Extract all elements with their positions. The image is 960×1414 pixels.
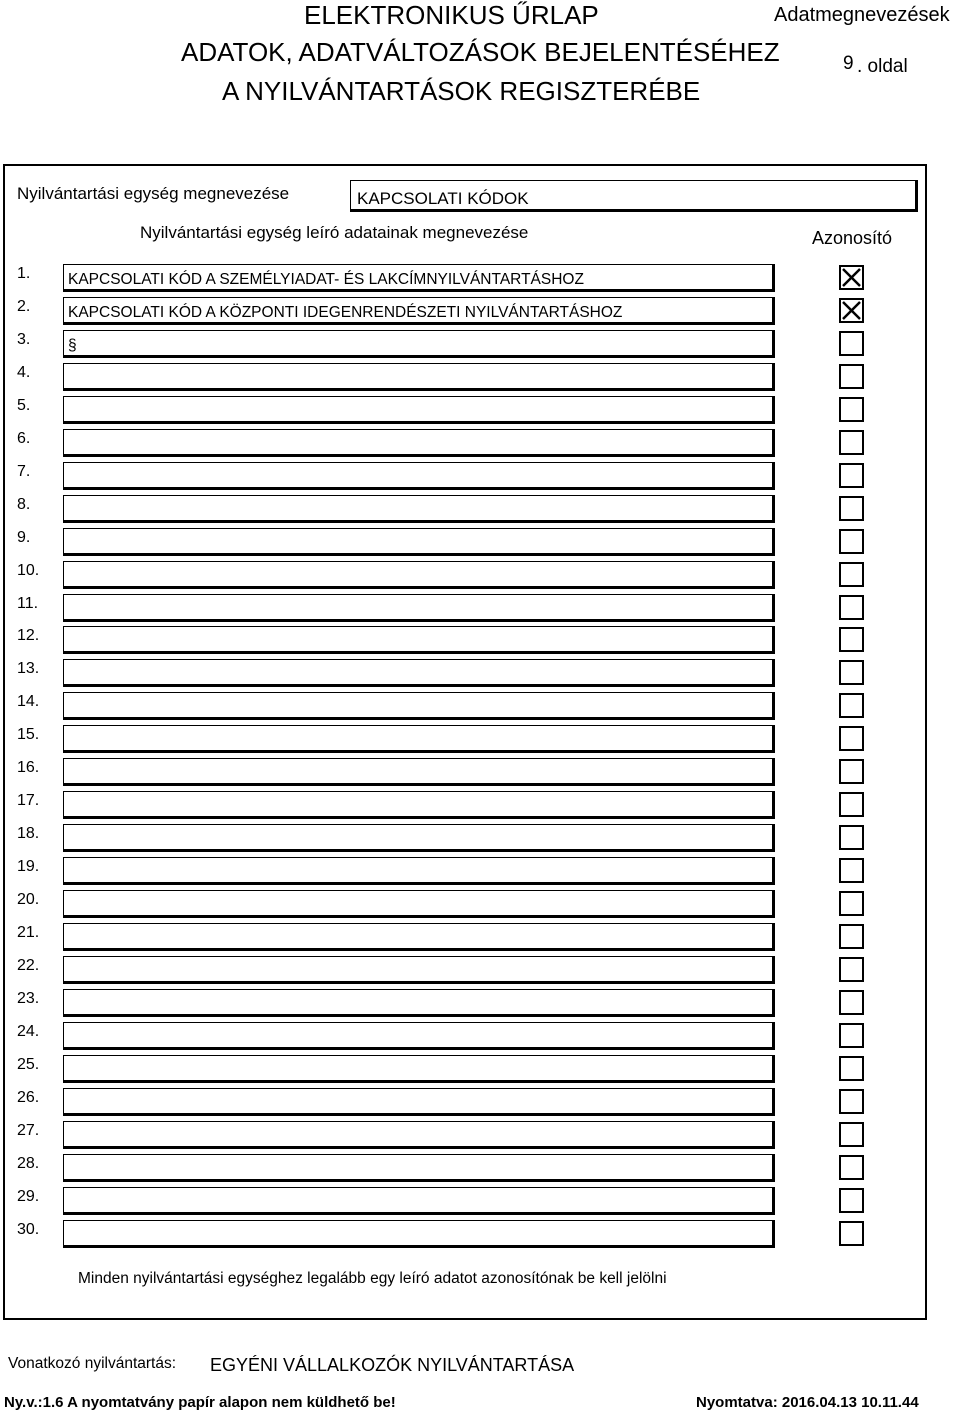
descriptor-field[interactable]	[63, 330, 775, 358]
identifier-checkbox[interactable]	[839, 1122, 864, 1147]
identifier-header: Azonosító	[812, 228, 893, 248]
form-note: Minden nyilvántartási egységhez legalább egy leíró adatot azonosítónak be kell jelölni	[78, 1270, 667, 1287]
identifier-checkbox[interactable]	[839, 858, 864, 883]
descriptor-field[interactable]	[63, 1022, 775, 1050]
identifier-checkbox[interactable]	[839, 1188, 864, 1213]
identifier-checkbox[interactable]	[839, 1023, 864, 1048]
identifier-checkbox[interactable]	[839, 1155, 864, 1180]
version-note: Ny.v.:1.6 A nyomtatvány papír alapon nem küldhető be!	[4, 1394, 396, 1411]
descriptor-value: §	[68, 337, 77, 354]
related-registry-value: EGYÉNI VÁLLALKOZÓK NYILVÁNTARTÁSA	[210, 1355, 575, 1375]
identifier-checkbox[interactable]	[839, 759, 864, 784]
descriptor-field[interactable]	[63, 890, 775, 918]
identifier-checkbox[interactable]	[839, 265, 864, 290]
descriptor-field[interactable]	[63, 594, 775, 622]
row-number: 13.	[17, 660, 40, 677]
row-number: 10.	[17, 562, 40, 579]
row-number: 2.	[17, 298, 31, 315]
descriptor-field[interactable]	[63, 429, 775, 457]
descriptor-field[interactable]	[63, 725, 775, 753]
row-number: 26.	[17, 1089, 40, 1106]
section-name: Adatmegnevezések	[774, 4, 950, 26]
row-number: 5.	[17, 397, 31, 414]
form-title: ELEKTRONIKUS ŰRLAP	[304, 0, 599, 30]
row-number: 11.	[17, 595, 39, 612]
row-number: 22.	[17, 957, 40, 974]
row-number: 27.	[17, 1122, 40, 1139]
row-number: 15.	[17, 726, 40, 743]
form-subtitle-line1: ADATOK, ADATVÁLTOZÁSOK BEJELENTÉSÉHEZ	[181, 37, 780, 67]
identifier-checkbox[interactable]	[839, 693, 864, 718]
check-x-icon	[841, 300, 862, 321]
row-number: 19.	[17, 858, 40, 875]
row-number: 1.	[17, 265, 31, 282]
row-number: 6.	[17, 430, 31, 447]
descriptor-field[interactable]	[63, 1187, 775, 1215]
identifier-checkbox[interactable]	[839, 990, 864, 1015]
descriptor-field[interactable]	[63, 1154, 775, 1182]
identifier-checkbox[interactable]	[839, 331, 864, 356]
row-number: 20.	[17, 891, 40, 908]
descriptor-field[interactable]	[63, 264, 775, 292]
row-number: 3.	[17, 331, 31, 348]
identifier-checkbox[interactable]	[839, 364, 864, 389]
descriptor-field[interactable]	[63, 1055, 775, 1083]
print-timestamp: Nyomtatva: 2016.04.13 10.11.44	[696, 1394, 919, 1411]
descriptor-field[interactable]	[63, 626, 775, 654]
identifier-checkbox[interactable]	[839, 1056, 864, 1081]
identifier-checkbox[interactable]	[839, 496, 864, 521]
identifier-checkbox[interactable]	[839, 595, 864, 620]
row-number: 23.	[17, 990, 40, 1007]
descriptor-field[interactable]	[63, 1088, 775, 1116]
descriptor-field[interactable]	[63, 956, 775, 984]
identifier-checkbox[interactable]	[839, 924, 864, 949]
identifier-checkbox[interactable]	[839, 562, 864, 587]
row-number: 7.	[17, 463, 31, 480]
identifier-checkbox[interactable]	[839, 627, 864, 652]
identifier-checkbox[interactable]	[839, 463, 864, 488]
identifier-checkbox[interactable]	[839, 957, 864, 982]
descriptor-field[interactable]	[63, 923, 775, 951]
descriptor-field[interactable]	[63, 692, 775, 720]
descriptor-field[interactable]	[63, 363, 775, 391]
descriptor-field[interactable]	[63, 561, 775, 589]
descriptor-field[interactable]	[63, 1220, 775, 1248]
identifier-checkbox[interactable]	[839, 298, 864, 323]
descriptor-header: Nyilvántartási egység leíró adatainak megnevezése	[140, 223, 529, 242]
row-number: 9.	[17, 529, 31, 546]
descriptor-field[interactable]	[63, 396, 775, 424]
row-number: 24.	[17, 1023, 40, 1040]
descriptor-field[interactable]	[63, 758, 775, 786]
row-number: 14.	[17, 693, 40, 710]
row-number: 16.	[17, 759, 40, 776]
identifier-checkbox[interactable]	[839, 1089, 864, 1114]
unit-name-value: KAPCSOLATI KÓDOK	[357, 189, 529, 208]
form-subtitle-line2: A NYILVÁNTARTÁSOK REGISZTERÉBE	[222, 76, 701, 106]
identifier-checkbox[interactable]	[839, 792, 864, 817]
identifier-checkbox[interactable]	[839, 891, 864, 916]
descriptor-field[interactable]	[63, 297, 775, 325]
descriptor-field[interactable]	[63, 462, 775, 490]
page-suffix: . oldal	[857, 56, 908, 77]
row-number: 25.	[17, 1056, 40, 1073]
row-number: 30.	[17, 1221, 40, 1238]
descriptor-field[interactable]	[63, 857, 775, 885]
row-number: 28.	[17, 1155, 40, 1172]
descriptor-field[interactable]	[63, 495, 775, 523]
identifier-checkbox[interactable]	[839, 660, 864, 685]
identifier-checkbox[interactable]	[839, 825, 864, 850]
identifier-checkbox[interactable]	[839, 1221, 864, 1246]
row-number: 4.	[17, 364, 31, 381]
identifier-checkbox[interactable]	[839, 529, 864, 554]
related-registry-label: Vonatkozó nyilvántartás:	[8, 1355, 177, 1372]
descriptor-field[interactable]	[63, 1121, 775, 1149]
page-number: 9	[843, 53, 854, 74]
descriptor-value: KAPCSOLATI KÓD A KÖZPONTI IDEGENRENDÉSZETI NYILVÁNTARTÁSHOZ	[68, 304, 623, 321]
identifier-checkbox[interactable]	[839, 726, 864, 751]
unit-name-field[interactable]	[350, 180, 918, 212]
descriptor-field[interactable]	[63, 989, 775, 1017]
descriptor-field[interactable]	[63, 659, 775, 687]
row-number: 18.	[17, 825, 40, 842]
unit-label: Nyilvántartási egység megnevezése	[17, 184, 290, 203]
row-number: 8.	[17, 496, 31, 513]
row-number: 29.	[17, 1188, 40, 1205]
row-number: 17.	[17, 792, 40, 809]
identifier-checkbox[interactable]	[839, 397, 864, 422]
row-number: 21.	[17, 924, 40, 941]
check-x-icon	[841, 267, 862, 288]
descriptor-field[interactable]	[63, 528, 775, 556]
descriptor-field[interactable]	[63, 824, 775, 852]
descriptor-value: KAPCSOLATI KÓD A SZEMÉLYIADAT- ÉS LAKCÍMNYILVÁNTARTÁSHOZ	[68, 271, 584, 288]
descriptor-field[interactable]	[63, 791, 775, 819]
row-number: 12.	[17, 627, 40, 644]
identifier-checkbox[interactable]	[839, 430, 864, 455]
